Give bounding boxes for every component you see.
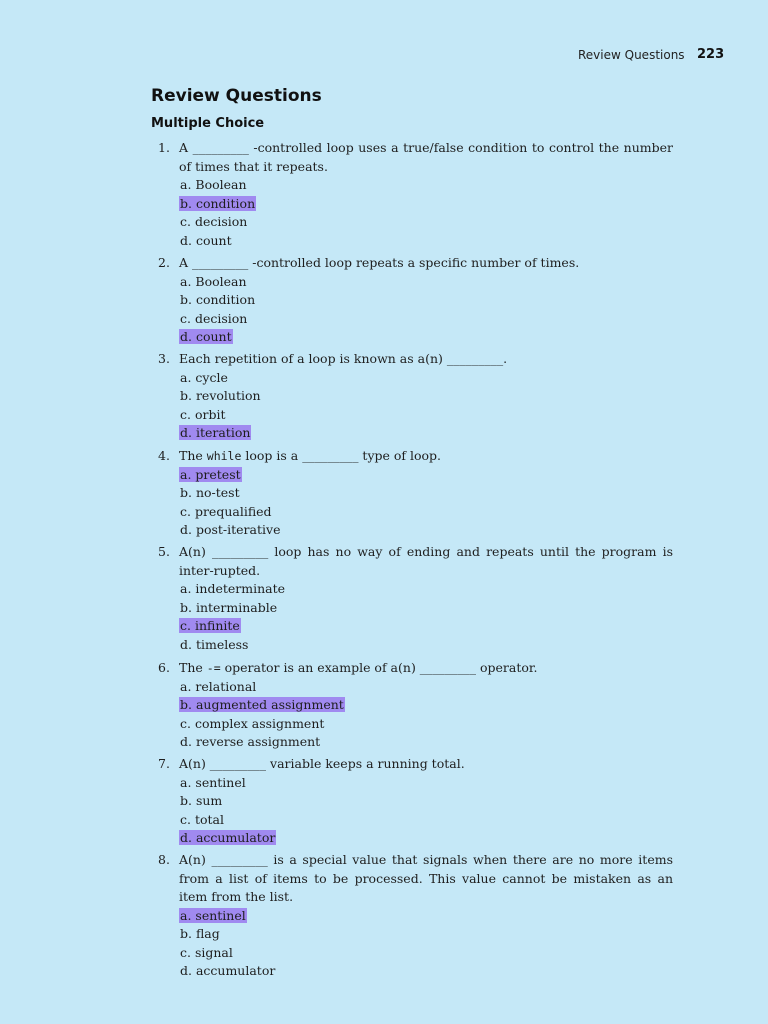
option-c[interactable]: c. signal xyxy=(180,944,233,960)
option-b-highlighted[interactable]: b. augmented assignment xyxy=(180,697,344,712)
option-b[interactable]: b. flag xyxy=(180,926,220,941)
option-b[interactable]: b. condition xyxy=(180,292,256,307)
question-number: 4. xyxy=(158,448,170,463)
option-b[interactable]: b. revolution xyxy=(180,388,261,403)
option-c[interactable]: c. complex assignment xyxy=(180,715,325,731)
question-stem: A(n) _________ loop has no way of ending and repeats until the program is inter-rupted. xyxy=(179,544,673,578)
question-stem: A(n) _________ is a special value that signals when there are no more items from a list of items to be processed. This value cannot be mistaken as an item from the list. xyxy=(179,852,673,904)
code-minus-equals: -= xyxy=(206,661,221,675)
question-6 xyxy=(151,659,673,752)
question-8 xyxy=(151,851,673,981)
code-while: while xyxy=(206,449,242,463)
question-number: 8. xyxy=(158,852,170,867)
question-number: 7. xyxy=(158,756,170,771)
question-4 xyxy=(151,447,673,540)
option-b-highlighted[interactable]: b. condition xyxy=(180,195,256,211)
question-stem: Each repetition of a loop is known as a(n) _________. xyxy=(179,351,508,366)
question-number: 3. xyxy=(158,351,170,366)
option-d[interactable]: d. post-iterative xyxy=(180,522,281,537)
question-3 xyxy=(151,350,673,443)
option-d[interactable]: d. accumulator xyxy=(180,963,276,978)
question-stem: The -= operator is an example of a(n) _________ operator. xyxy=(179,660,538,675)
option-c[interactable]: c. decision xyxy=(180,310,248,326)
option-c[interactable]: c. decision xyxy=(180,214,248,229)
question-number: 1. xyxy=(158,140,170,155)
option-a[interactable]: a. Boolean xyxy=(180,273,247,289)
option-d[interactable]: d. count xyxy=(180,232,232,248)
option-a[interactable]: a. Boolean xyxy=(180,177,247,192)
option-c[interactable]: c. orbit xyxy=(180,406,226,422)
question-stem: A(n) _________ variable keeps a running total. xyxy=(179,756,465,771)
question-number: 6. xyxy=(158,660,170,675)
question-stem: A _________ -controlled loop uses a true/false condition to control the number of times that it repeats. xyxy=(179,140,673,174)
question-7 xyxy=(151,755,673,848)
question-1 xyxy=(151,139,673,250)
question-number: 5. xyxy=(158,544,170,559)
option-a[interactable]: a. sentinel xyxy=(180,774,246,790)
page-number: 223 xyxy=(697,47,725,62)
option-c[interactable]: c. prequalified xyxy=(180,503,272,519)
question-number: 2. xyxy=(158,255,170,270)
option-b[interactable]: b. no-test xyxy=(180,485,240,500)
question-2 xyxy=(151,254,673,347)
question-stem: The while loop is a _________ type of loop. xyxy=(179,448,442,463)
option-c[interactable]: c. total xyxy=(180,811,224,827)
option-a-highlighted[interactable]: a. sentinel xyxy=(180,907,246,923)
question-stem: A _________ -controlled loop repeats a specific number of times. xyxy=(179,255,580,270)
option-d-highlighted[interactable]: d. iteration xyxy=(180,425,251,440)
option-b[interactable]: b. sum xyxy=(180,793,223,808)
question-5 xyxy=(151,543,673,654)
option-a[interactable]: a. relational xyxy=(180,678,257,694)
option-d[interactable]: d. timeless xyxy=(180,636,249,652)
option-b[interactable]: b. interminable xyxy=(180,599,278,615)
running-head: Review Questions xyxy=(578,48,685,62)
option-c-highlighted[interactable]: c. infinite xyxy=(180,618,240,633)
option-d[interactable]: d. reverse assignment xyxy=(180,734,321,749)
option-d-highlighted[interactable]: d. accumulator xyxy=(180,830,276,845)
option-a[interactable]: a. cycle xyxy=(180,369,228,385)
option-d-highlighted[interactable]: d. count xyxy=(180,329,232,344)
option-a-highlighted[interactable]: a. pretest xyxy=(180,466,241,482)
section-title: Review Questions xyxy=(151,86,322,106)
section-subtitle: Multiple Choice xyxy=(151,116,265,131)
option-a[interactable]: a. indeterminate xyxy=(180,581,286,596)
